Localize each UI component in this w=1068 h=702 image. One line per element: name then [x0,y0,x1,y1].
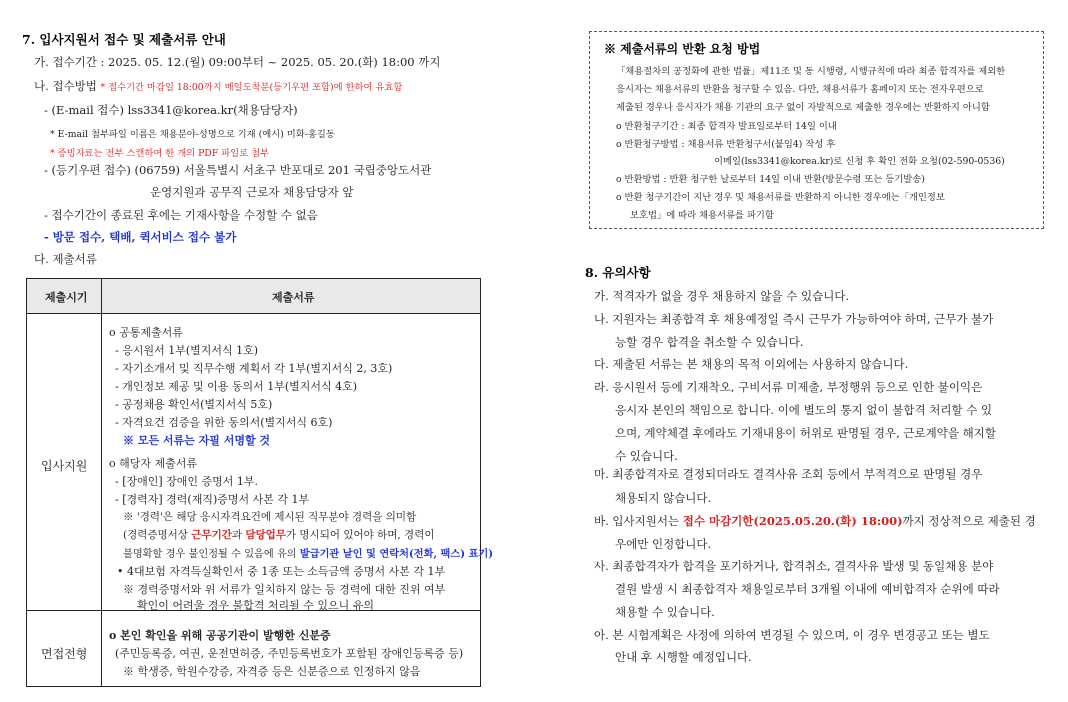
table-header [27,279,480,314]
mismatch-note-2: 확인이 어려울 경우 불합격 처리될 수 있으니 유의 [137,599,374,612]
docs-label: 다. 제출서류 [34,252,97,266]
career-note-text: 가 명시되어 있어야 하며, 경력이 [285,529,435,541]
note-sa-3: 채용할 수 있습니다. [615,605,715,619]
row-apply-label: 입사지원 [41,459,88,473]
common-doc-item: - 공정채용 확인서(별지서식 5호) [115,398,273,411]
method-note: * 접수기간 마감일 18:00까지 메일도착분(등기우편 포함)에 한하여 유효함 [100,82,403,93]
section7-title: 7. 입사지원서 접수 및 제출서류 안내 [22,32,226,47]
note-ba [594,513,1036,529]
applicable-docs-title: o 해당자 제출서류 [109,457,197,470]
email-note-filename: * E-mail 첨부파일 이름은 채용분야-성명으로 기재 (예시) 미화-홍길동 [50,129,335,140]
box-paragraph: 「채용절차의 공정화에 관한 법률」제11조 및 동 시행령, 시행규칙에 따라 최종 합격자를 제외한 [616,66,1006,77]
note-ba-deadline: 접수 마감기한(2025.05.20.(화) 18:00) [682,514,903,528]
note-ma: 마. 최종합격자로 결정되더라도 결격사유 조회 등에서 부적격으로 판명될 경우 [594,467,983,481]
email-reception: - (E-mail 접수) lss3341@korea.kr(채용담당자) [44,103,298,117]
note-ma-2: 채용되지 않습니다. [615,491,712,505]
row-interview-label: 면접전형 [41,647,88,661]
return-request-box [589,31,1044,229]
career-doc: - [경력자] 경력(재직)증명서 사본 각 1부 [115,493,310,506]
insurance-doc: • 4대보험 자격득실확인서 중 1종 또는 소득금액 증명서 사본 각 1부 [117,565,446,578]
box-item-method: o 반환청구방법 : 채용서류 반환청구서(붙임4) 작성 후 [616,139,836,150]
box-paragraph: 응시자는 채용서류의 반환을 청구할 수 있음. 다만, 채용서류가 홈페이지 또는 전자우편으로 [616,84,984,95]
header-time: 제출시기 [45,291,88,304]
no-visit-note: - 방문 접수, 택배, 퀵서비스 접수 불가 [44,230,237,244]
id-list: (주민등록증, 여권, 운전면허증, 주민등록번호가 포함된 장애인등록증 등) [115,647,464,660]
common-doc-item: - 자기소개서 및 직무수행 계획서 각 1부(별지서식 2, 3호) [115,362,393,375]
note-a-2: 안내 후 시행할 예정입니다. [615,650,752,664]
note-na: 나. 지원자는 최종합격 후 채용예정일 즉시 근무가 가능하여야 하며, 근무가 불가 [594,312,994,326]
career-note-duty: 담당업무 [245,529,286,541]
note-na-2: 능할 경우 합격을 취소할 수 있습니다. [615,335,804,349]
header-docs: 제출서류 [272,291,315,304]
mismatch-note: ※ 경력증명서와 위 서류가 일치하지 않는 등 경력에 대한 진위 여부 [123,583,446,596]
note-ra: 라. 응시원서 등에 기재착오, 구비서류 미제출, 부정행위 등으로 인한 불이익은 [594,380,983,394]
email-note-pdf: * 증빙자료는 전부 스캔하여 한 개의 PDF 파일로 첨부 [50,148,270,159]
career-note-unclear [123,545,493,560]
career-note-text: 불명확할 경우 불인정될 수 있음에 유의 [123,549,300,560]
section8-title: 8. 유의사항 [585,265,651,280]
box-item-period: o 반환청구기간 : 최종 합격자 발표일로부터 14일 이내 [616,121,837,132]
career-note-detail [123,527,434,542]
common-doc-item: - 개인정보 제공 및 이용 동의서 1부(별지서식 4호) [115,380,358,393]
note-ra-2: 응시자 본인의 책임으로 합니다. 이에 별도의 통지 없이 불합격 처리할 수 있 [615,403,993,417]
box-title: ※ 제출서류의 반환 요청 방법 [604,42,761,56]
id-title: o 본인 확인을 위해 공공기관이 발행한 신분증 [109,629,331,642]
career-note-text: (경력증명서상 [123,529,192,541]
note-da: 다. 제출된 서류는 본 채용의 목적 이외에는 사용하지 않습니다. [594,357,909,371]
documents-table [26,278,494,687]
box-item-method-detail: 이메일(lss3341@korea.kr)로 신청 후 확인 전화 요청(02-590-0536) [714,156,1005,167]
career-note-text: 과 [231,529,246,541]
note-ba-text: 까지 정상적으로 제출된 경 [902,514,1036,528]
note-ra-3: 으며, 계약체결 후에라도 기재내용이 허위로 판명될 경우, 근로계약을 해지할 [615,426,996,440]
box-item-return: o 반환방법 : 반환 청구한 날로부터 14일 이내 반환(방문수령 또는 등기발송) [616,174,925,185]
note-ra-4: 수 있습니다. [615,449,678,463]
post-recipient: 운영지원과 공무직 근로자 채용담당자 앞 [150,185,354,199]
disabled-doc: - [장애인] 장애인 증명서 1부. [115,475,259,488]
method-label: 나. 접수방법 [34,79,97,93]
common-docs-title: o 공통제출서류 [109,326,183,339]
id-note: ※ 학생증, 학원수강증, 자격증 등은 신분증으로 인정하지 않음 [123,665,421,678]
reception-method [34,78,402,94]
common-doc-item: - 응시원서 1부(별지서식 1호) [115,344,259,357]
career-note-stamp: 발급기관 날인 및 연락처(전화, 팩스) 표기) [299,548,494,560]
note-ba-2: 우에만 인정합니다. [615,537,712,551]
after-deadline-note: - 접수기간이 종료된 후에는 기재사항을 수정할 수 없음 [44,208,318,222]
note-ba-text: 바. 입사지원서는 [594,514,683,528]
box-item-destroy: o 반환 청구기간이 지난 경우 및 채용서류를 반환하지 아니한 경우에는「개인정보 [616,192,945,203]
box-item-destroy-2: 보호법」에 따라 채용서류를 파기함 [630,210,774,221]
post-reception: - (등기우편 접수) (06759) 서울특별시 서초구 반포대로 201 국립중앙도서관 [44,163,432,177]
note-ga: 가. 적격자가 없을 경우 채용하지 않을 수 있습니다. [594,289,850,303]
note-a: 아. 본 시험계획은 사정에 의하여 변경될 수 있으며, 이 경우 변경공고 또는 별도 [594,628,990,642]
note-sa: 사. 최종합격자가 합격을 포기하거나, 합격취소, 결격사유 발생 및 동일채용 분야 [594,559,994,573]
career-note: ※ '경력'은 해당 응시자격요건에 제시된 직무분야 경력을 의미함 [123,511,417,523]
common-doc-item: - 자격요건 검증을 위한 동의서(별지서식 6호) [115,416,333,429]
note-sa-2: 결원 발생 시 최종합격자 채용일로부터 3개월 이내에 예비합격자 순위에 따라 [615,582,1000,596]
reception-period: 가. 접수기간 : 2025. 05. 12.(월) 09:00부터 ~ 2025. 05. 20.(화) 18:00 까지 [34,55,441,69]
sign-note: ※ 모든 서류는 자필 서명할 것 [123,434,271,447]
career-note-period: 근무기간 [191,529,232,541]
box-paragraph: 제출된 경우나 응시자가 채용 기관의 요구 없이 자발적으로 제출한 경우에는 반환하지 아니함 [616,102,990,113]
